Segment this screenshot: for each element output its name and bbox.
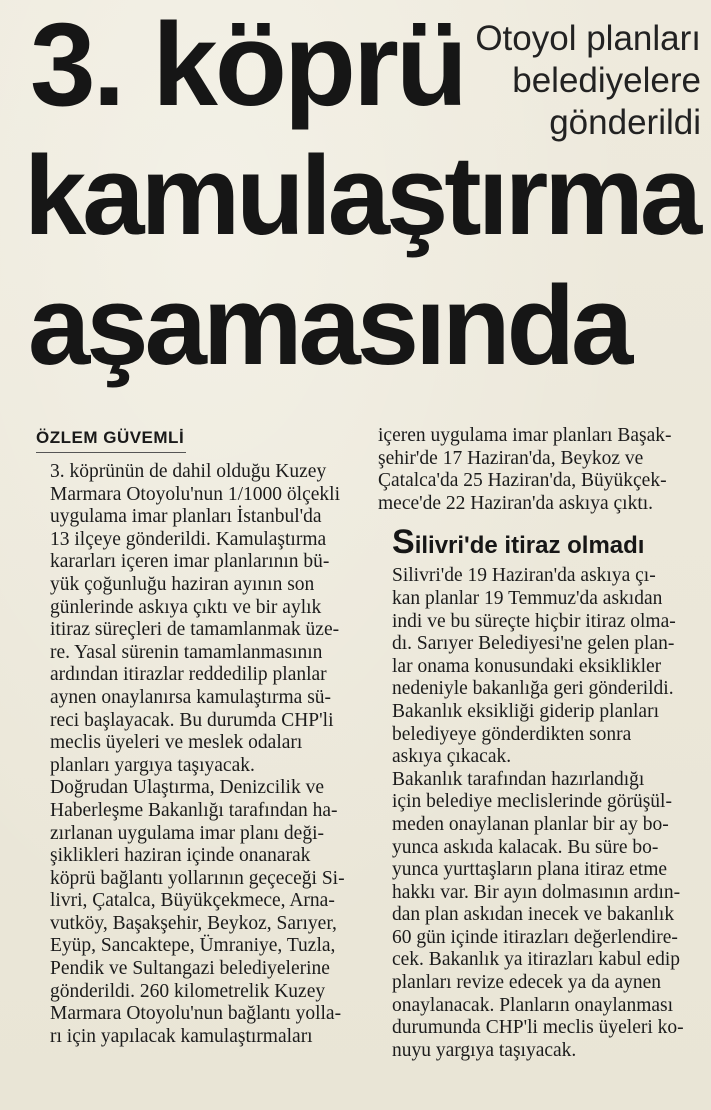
text-line: nuyu yargıya taşıyacak. bbox=[392, 1039, 577, 1061]
text-line: Haberleşme Bakanlığı tarafından ha- bbox=[50, 799, 338, 821]
text-line: meclis üyeleri ve meslek odaları bbox=[50, 732, 303, 754]
text-line: zırlanan uygulama imar planı deği- bbox=[50, 822, 324, 844]
text-line: içeren uygulama imar planları Başak- bbox=[378, 425, 672, 446]
text-line: günlerinde askıya çıktı ve bir aylık bbox=[50, 596, 322, 618]
text-line: gönderildi. 260 kilometrelik Kuzey bbox=[50, 980, 326, 1002]
text-line: meden onaylanan planlar bir ay bo- bbox=[392, 813, 669, 835]
text-line: durumunda CHP'li meclis üyeleri ko- bbox=[392, 1017, 684, 1039]
text-line: köprü bağlantı yollarının geçeceği Si- bbox=[50, 867, 345, 889]
text-line: 60 gün içinde itirazları değerlendire- bbox=[392, 926, 678, 948]
text-line: planları revize edecek ya da aynen bbox=[392, 972, 662, 994]
subheadline-line: gönderildi bbox=[549, 103, 701, 142]
text-line: dı. Sarıyer Belediyesi'ne gelen plan- bbox=[392, 633, 675, 655]
text-line: mece'de 22 Haziran'da askıya çıktı. bbox=[378, 492, 654, 514]
article-column-left bbox=[36, 461, 356, 1048]
subheadline-line: belediyelere bbox=[512, 61, 701, 100]
text-line: Eyüp, Sancaktepe, Ümraniye, Tuzla, bbox=[50, 935, 336, 957]
text-line: onaylanacak. Planların onaylanması bbox=[392, 994, 674, 1016]
text-line: 13 ilçeye gönderildi. Kamulaştırma bbox=[50, 528, 327, 550]
headline-line-3: aşamasında bbox=[28, 263, 630, 388]
text-line: indi ve bu süreçte hiçbir itiraz olma- bbox=[392, 610, 676, 632]
text-line: livri, Çatalca, Büyükçekmece, Arna- bbox=[50, 890, 335, 912]
text-line: itiraz süreçleri de tamamlanmak üze- bbox=[50, 619, 340, 641]
section-heading bbox=[392, 525, 698, 563]
article-paragraph bbox=[378, 565, 698, 768]
text-line: şiklikleri haziran içinde onanarak bbox=[50, 845, 311, 867]
text-line: yunca yurttaşların plana itiraz etme bbox=[392, 859, 668, 881]
text-line: lar onama konusundaki eksiklikler bbox=[392, 655, 662, 677]
text-line: belediyeye gönderdikten sonra bbox=[392, 723, 632, 745]
text-line: Bakanlık tarafından hazırlandığı bbox=[392, 768, 645, 790]
text-line: Marmara Otoyolu'nun 1/1000 ölçekli bbox=[50, 483, 340, 505]
text-line: kan planlar 19 Temmuz'da askıdan bbox=[392, 587, 663, 609]
article-column-right bbox=[378, 425, 698, 1062]
subheadline bbox=[451, 18, 701, 144]
text-line: Çatalca'da 25 Haziran'da, Büyükçek- bbox=[378, 470, 667, 492]
article-paragraph bbox=[36, 461, 356, 777]
headline-line-2: kamulaştırma bbox=[24, 133, 699, 258]
section-heading-initial: S bbox=[392, 523, 415, 562]
author-byline: ÖZLEM GÜVEMLİ bbox=[36, 428, 185, 447]
headline-line-1: 3. köprü bbox=[30, 0, 465, 131]
text-line: ardından itirazlar reddedilip planlar bbox=[50, 664, 327, 686]
text-line: aynen onaylanırsa kamulaştırma sü- bbox=[50, 686, 332, 708]
text-line: rı için yapılacak kamulaştırmaları bbox=[50, 1025, 313, 1047]
article-paragraph bbox=[378, 769, 698, 1063]
text-line: için belediye meclislerinde görüşül- bbox=[392, 791, 672, 813]
text-line: yunca askıda kalacak. Bu süre bo- bbox=[392, 836, 659, 858]
text-line: planları yargıya taşıyacak. bbox=[50, 754, 255, 776]
text-line: Marmara Otoyolu'nun bağlantı yolla- bbox=[50, 1003, 342, 1025]
subheadline-line: Otoyol planları bbox=[475, 19, 701, 58]
text-line: Pendik ve Sultangazi belediyelerine bbox=[50, 958, 330, 980]
text-line: şehir'de 17 Haziran'da, Beykoz ve bbox=[378, 447, 644, 469]
text-line: re. Yasal sürenin tamamlanmasının bbox=[50, 641, 323, 663]
text-line: Bakanlık eksikliği giderip planları bbox=[392, 700, 659, 722]
text-line: Doğrudan Ulaştırma, Denizcilik ve bbox=[50, 777, 324, 799]
article-paragraph bbox=[378, 425, 698, 515]
text-line: yük çoğunluğu haziran ayının son bbox=[50, 573, 315, 595]
text-line: reci başlayacak. Bu durumda CHP'li bbox=[50, 709, 334, 731]
text-line: nedeniyle bakanlığa geri gönderildi. bbox=[392, 678, 674, 700]
text-line: kararları içeren imar planlarının bü- bbox=[50, 551, 330, 573]
text-line: dan plan askıdan inecek ve bakanlık bbox=[392, 904, 675, 926]
byline-underline bbox=[36, 452, 186, 453]
text-line: cek. Bakanlık ya itirazları kabul edip bbox=[392, 949, 681, 971]
text-line: vutköy, Başakşehir, Beykoz, Sarıyer, bbox=[50, 912, 337, 934]
text-line: Silivri'de 19 Haziran'da askıya çı- bbox=[392, 565, 656, 587]
text-line: 3. köprünün de dahil olduğu Kuzey bbox=[50, 461, 327, 482]
text-line: hakkı var. Bir ayın dolmasının ardın- bbox=[392, 881, 681, 903]
text-line: askıya çıkacak. bbox=[392, 746, 512, 768]
article-paragraph bbox=[36, 777, 356, 1048]
section-heading-text: ilivri'de itiraz olmadı bbox=[414, 532, 645, 560]
text-line: uygulama imar planları İstanbul'da bbox=[50, 506, 322, 528]
